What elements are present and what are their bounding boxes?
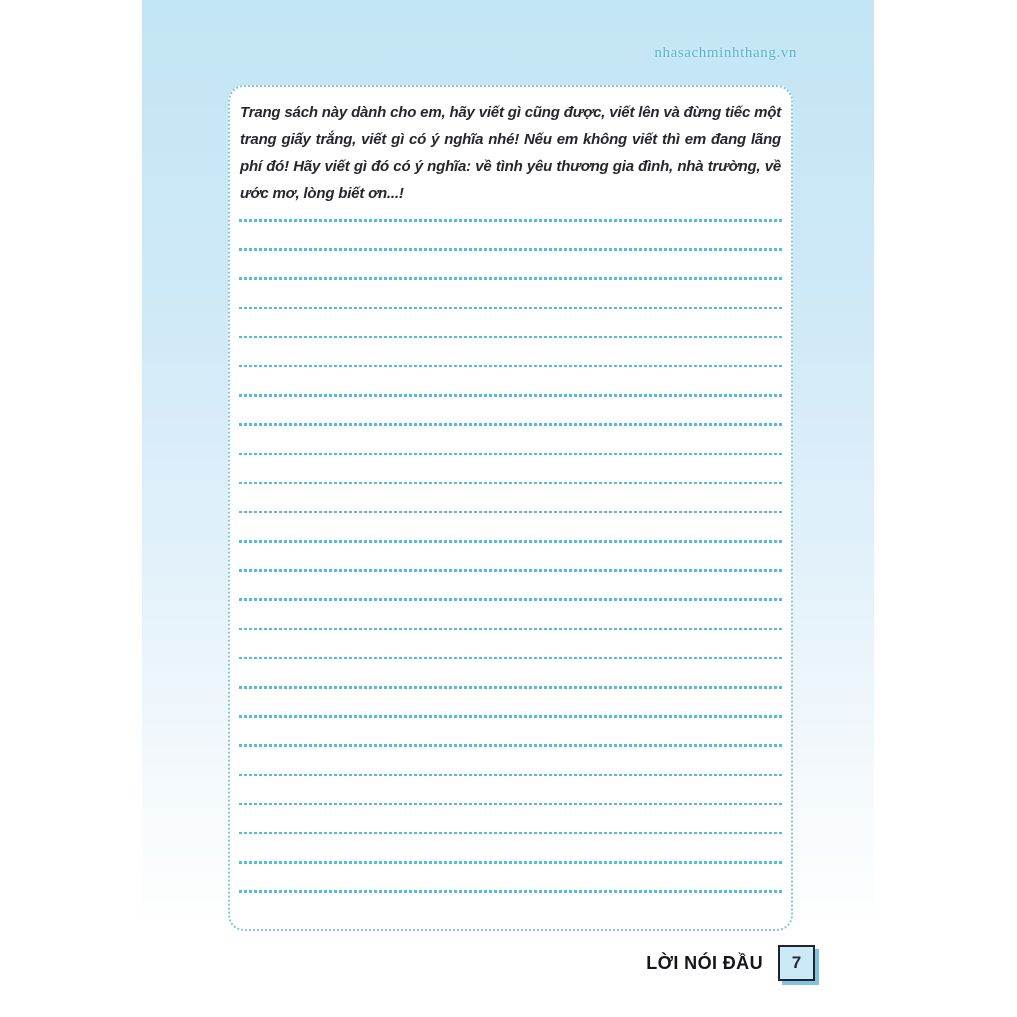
writing-line (239, 744, 782, 747)
writing-line (239, 715, 782, 718)
writing-line (239, 482, 782, 485)
writing-line (239, 774, 782, 777)
writing-lines (239, 219, 782, 893)
writing-line (239, 219, 782, 222)
page-number-box (778, 945, 815, 981)
writing-line (239, 277, 782, 280)
writing-line (239, 394, 782, 397)
writing-line (239, 336, 782, 339)
writing-line (239, 628, 782, 631)
footer-section-title: LỜI NÓI ĐẦU (646, 952, 763, 973)
writing-line (239, 365, 782, 368)
writing-line (239, 511, 782, 514)
writing-line (239, 540, 782, 543)
writing-line (239, 861, 782, 864)
notes-box (228, 85, 793, 931)
writing-line (239, 832, 782, 835)
page-number: 7 (791, 953, 802, 972)
book-page (142, 0, 874, 1017)
watermark-text: nhasachminhthang.vn (654, 45, 797, 61)
writing-line (239, 598, 782, 601)
writing-line (239, 569, 782, 572)
writing-line (239, 307, 782, 310)
intro-paragraph: Trang sách này dành cho em, hãy viết gì cũng được, viết lên và đừng tiếc một trang giấy trắng, viết gì có ý nghĩa nhé! Nếu em không viết thì em đang lãng phí đó! Hãy viết gì đó có ý nghĩa: về tình yêu thương gia đình, nhà trường, về ước mơ, lòng biết ơn...! (240, 104, 781, 202)
writing-line (239, 248, 782, 251)
page-footer (646, 945, 815, 981)
writing-line (239, 453, 782, 456)
writing-line (239, 423, 782, 426)
writing-line (239, 657, 782, 660)
writing-line (239, 686, 782, 689)
writing-line (239, 890, 782, 893)
writing-line (239, 803, 782, 806)
